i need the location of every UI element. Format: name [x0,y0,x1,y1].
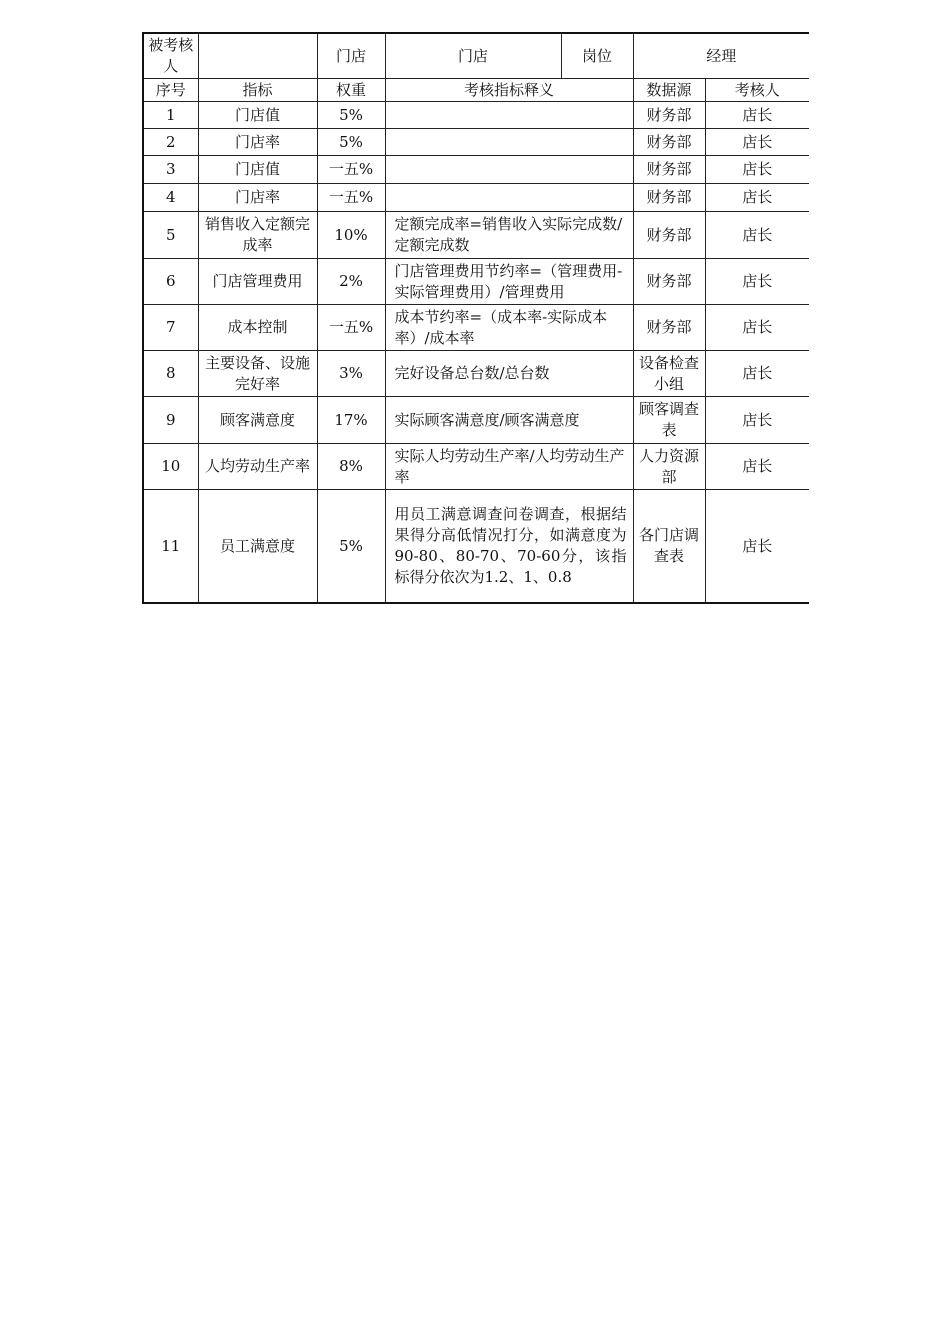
table-row [143,156,809,184]
row-assessor: 店长 [705,156,809,184]
table-row [143,397,809,444]
row-indicator: 门店率 [198,129,317,156]
row-assessor: 店长 [705,102,809,129]
row-data-source: 财务部 [633,259,705,305]
table-row [143,102,809,129]
row-indicator: 门店值 [198,102,317,129]
assessment-table [142,32,809,604]
row-number: 5 [143,212,198,259]
assessee-value [198,33,317,79]
row-assessor: 店长 [705,397,809,444]
row-number: 9 [143,397,198,444]
store-label: 门店 [317,33,385,79]
row-number: 11 [143,490,198,604]
row-description: 成本节约率=（成本率-实际成本率）/成本率 [385,305,633,351]
col-header-source: 数据源 [633,79,705,102]
row-assessor: 店长 [705,259,809,305]
row-weight: 一五% [317,156,385,184]
col-header-weight: 权重 [317,79,385,102]
row-number: 2 [143,129,198,156]
row-number: 6 [143,259,198,305]
row-description: 用员工满意调查问卷调查，根据结果得分高低情况打分，如满意度为90-80、80-70、70-60分，该指标得分依次为1.2、1、0.8 [385,490,633,604]
row-description [385,156,633,184]
row-data-source: 财务部 [633,305,705,351]
row-assessor: 店长 [705,490,809,604]
row-number: 1 [143,102,198,129]
row-description: 定额完成率=销售收入实际完成数/定额完成数 [385,212,633,259]
row-indicator: 成本控制 [198,305,317,351]
row-indicator: 门店管理费用 [198,259,317,305]
table-row [143,129,809,156]
row-description: 完好设备总台数/总台数 [385,351,633,397]
assessee-label: 被考核人 [143,33,198,79]
row-number: 7 [143,305,198,351]
row-assessor: 店长 [705,212,809,259]
row-assessor: 店长 [705,305,809,351]
row-indicator: 门店率 [198,184,317,212]
row-weight: 10% [317,212,385,259]
row-data-source: 财务部 [633,212,705,259]
row-description [385,184,633,212]
position-value: 经理 [633,33,809,79]
row-description: 实际人均劳动生产率/人均劳动生产率 [385,444,633,490]
col-header-assessor: 考核人 [705,79,809,102]
row-data-source: 财务部 [633,102,705,129]
position-label: 岗位 [561,33,633,79]
table-row [143,184,809,212]
row-weight: 5% [317,129,385,156]
row-weight: 5% [317,490,385,604]
row-weight: 一五% [317,184,385,212]
row-indicator: 主要设备、设施完好率 [198,351,317,397]
row-weight: 一五% [317,305,385,351]
row-description [385,102,633,129]
row-description: 实际顾客满意度/顾客满意度 [385,397,633,444]
row-data-source: 财务部 [633,156,705,184]
row-weight: 2% [317,259,385,305]
row-assessor: 店长 [705,129,809,156]
row-weight: 5% [317,102,385,129]
table-row [143,212,809,259]
row-assessor: 店长 [705,444,809,490]
table-row [143,444,809,490]
row-data-source: 各门店调查表 [633,490,705,604]
row-data-source: 人力资源部 [633,444,705,490]
table-row [143,351,809,397]
row-number: 4 [143,184,198,212]
row-weight: 3% [317,351,385,397]
row-indicator: 员工满意度 [198,490,317,604]
row-indicator: 销售收入定额完成率 [198,212,317,259]
table-row [143,490,809,604]
row-weight: 17% [317,397,385,444]
table-row [143,259,809,305]
row-data-source: 财务部 [633,129,705,156]
header-row [143,33,809,79]
row-indicator: 顾客满意度 [198,397,317,444]
row-number: 10 [143,444,198,490]
row-assessor: 店长 [705,184,809,212]
row-indicator: 人均劳动生产率 [198,444,317,490]
row-data-source: 顾客调查表 [633,397,705,444]
table-row [143,305,809,351]
row-description [385,129,633,156]
row-description: 门店管理费用节约率=（管理费用-实际管理费用）/管理费用 [385,259,633,305]
col-header-no: 序号 [143,79,198,102]
row-data-source: 财务部 [633,184,705,212]
row-assessor: 店长 [705,351,809,397]
row-indicator: 门店值 [198,156,317,184]
column-header-row [143,79,809,102]
col-header-indicator: 指标 [198,79,317,102]
col-header-description: 考核指标释义 [385,79,633,102]
row-number: 3 [143,156,198,184]
row-weight: 8% [317,444,385,490]
store-value: 门店 [385,33,561,79]
row-data-source: 设备检查小组 [633,351,705,397]
row-number: 8 [143,351,198,397]
